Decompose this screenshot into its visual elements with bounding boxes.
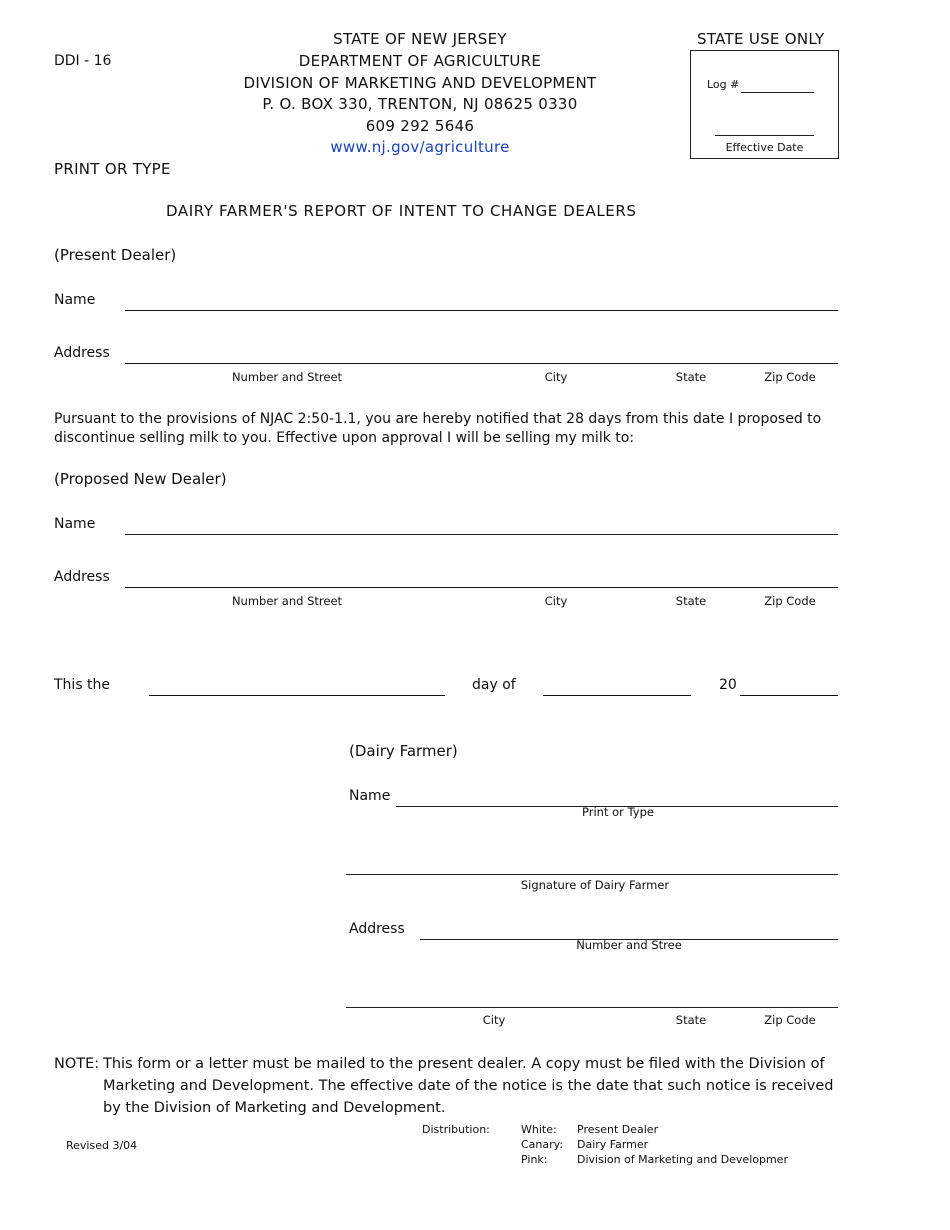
log-number-field[interactable] — [741, 92, 814, 93]
distribution-recipient-white: Present Dealer — [577, 1123, 659, 1136]
distribution-color-pink: Pink: — [521, 1153, 548, 1166]
new-dealer-name-label: Name — [54, 516, 96, 532]
farmer-heading: (Dairy Farmer) — [349, 742, 458, 760]
state-use-title: STATE USE ONLY — [697, 30, 825, 48]
farmer-city-caption: City — [482, 1013, 506, 1027]
new-dealer-street-caption: Number and Street — [231, 594, 343, 608]
log-label: Log # — [707, 78, 740, 91]
present-dealer-street-caption: Number and Street — [231, 370, 343, 384]
website-link[interactable]: www.nj.gov/agriculture — [330, 138, 510, 156]
header-department: DEPARTMENT OF AGRICULTURE — [298, 52, 542, 70]
notice-paragraph: Pursuant to the provisions of NJAC 2:50-1.1, you are hereby notified that 28 days from this date I proposed to discontinue selling milk to you. Effective upon approval I will be selling my milk to: — [54, 411, 822, 446]
present-dealer-state-caption: State — [675, 370, 707, 384]
year-field[interactable] — [740, 695, 838, 696]
distribution-recipient-canary: Dairy Farmer — [577, 1138, 649, 1151]
farmer-print-or-type-caption: Print or Type — [582, 805, 654, 819]
new-dealer-city-caption: City — [544, 594, 568, 608]
header-phone: 609 292 5646 — [365, 117, 475, 135]
effective-date-label: Effective Date — [725, 141, 804, 154]
header-address: P. O. BOX 330, TRENTON, NJ 08625 0330 — [262, 95, 578, 113]
day-field[interactable] — [149, 695, 445, 696]
new-dealer-heading: (Proposed New Dealer) — [54, 470, 227, 488]
distribution-recipient-pink: Division of Marketing and Developmer — [577, 1153, 788, 1166]
farmer-name-label: Name — [349, 788, 391, 804]
note-block — [54, 1053, 854, 1119]
effective-date-field[interactable] — [715, 135, 814, 136]
new-dealer-zip-caption: Zip Code — [764, 594, 816, 608]
day-of-label: day of — [472, 677, 516, 693]
state-use-box — [690, 50, 839, 159]
present-dealer-name-field[interactable] — [125, 310, 838, 311]
month-field[interactable] — [543, 695, 691, 696]
print-or-type-instruction: PRINT OR TYPE — [54, 160, 171, 178]
form-code: DDI - 16 — [54, 53, 112, 69]
note-text: This form or a letter must be mailed to the present dealer. A copy must be filed with the Division of Marketing and Development. The effective date of the notice is the date that such notice is received by the Division of Marketing and Development. — [103, 1056, 834, 1116]
revised-date: Revised 3/04 — [66, 1139, 138, 1152]
distribution-label: Distribution: — [422, 1123, 490, 1136]
farmer-signature-field[interactable] — [346, 874, 838, 875]
farmer-state-caption: State — [675, 1013, 707, 1027]
present-dealer-city-caption: City — [544, 370, 568, 384]
new-dealer-address-label: Address — [54, 569, 110, 585]
distribution-color-white: White: — [521, 1123, 557, 1136]
new-dealer-name-field[interactable] — [125, 534, 838, 535]
year-prefix-label: 20 — [719, 677, 737, 693]
header-division: DIVISION OF MARKETING AND DEVELOPMENT — [243, 74, 597, 92]
farmer-zip-caption: Zip Code — [764, 1013, 816, 1027]
this-the-label: This the — [54, 677, 111, 693]
farmer-street-caption: Number and Stree — [576, 938, 682, 952]
farmer-signature-caption: Signature of Dairy Farmer — [520, 878, 670, 892]
new-dealer-state-caption: State — [675, 594, 707, 608]
distribution-color-canary: Canary: — [521, 1138, 564, 1151]
present-dealer-zip-caption: Zip Code — [764, 370, 816, 384]
note-label: NOTE: — [54, 1056, 100, 1072]
header-state: STATE OF NEW JERSEY — [333, 30, 507, 48]
present-dealer-heading: (Present Dealer) — [54, 246, 177, 264]
farmer-city-state-zip-field[interactable] — [346, 1007, 838, 1008]
new-dealer-address-field[interactable] — [125, 587, 838, 588]
present-dealer-address-label: Address — [54, 345, 110, 361]
present-dealer-name-label: Name — [54, 292, 96, 308]
form-title: DAIRY FARMER'S REPORT OF INTENT TO CHANGE DEALERS — [166, 202, 637, 220]
present-dealer-address-field[interactable] — [125, 363, 838, 364]
farmer-address-label: Address — [349, 921, 405, 937]
